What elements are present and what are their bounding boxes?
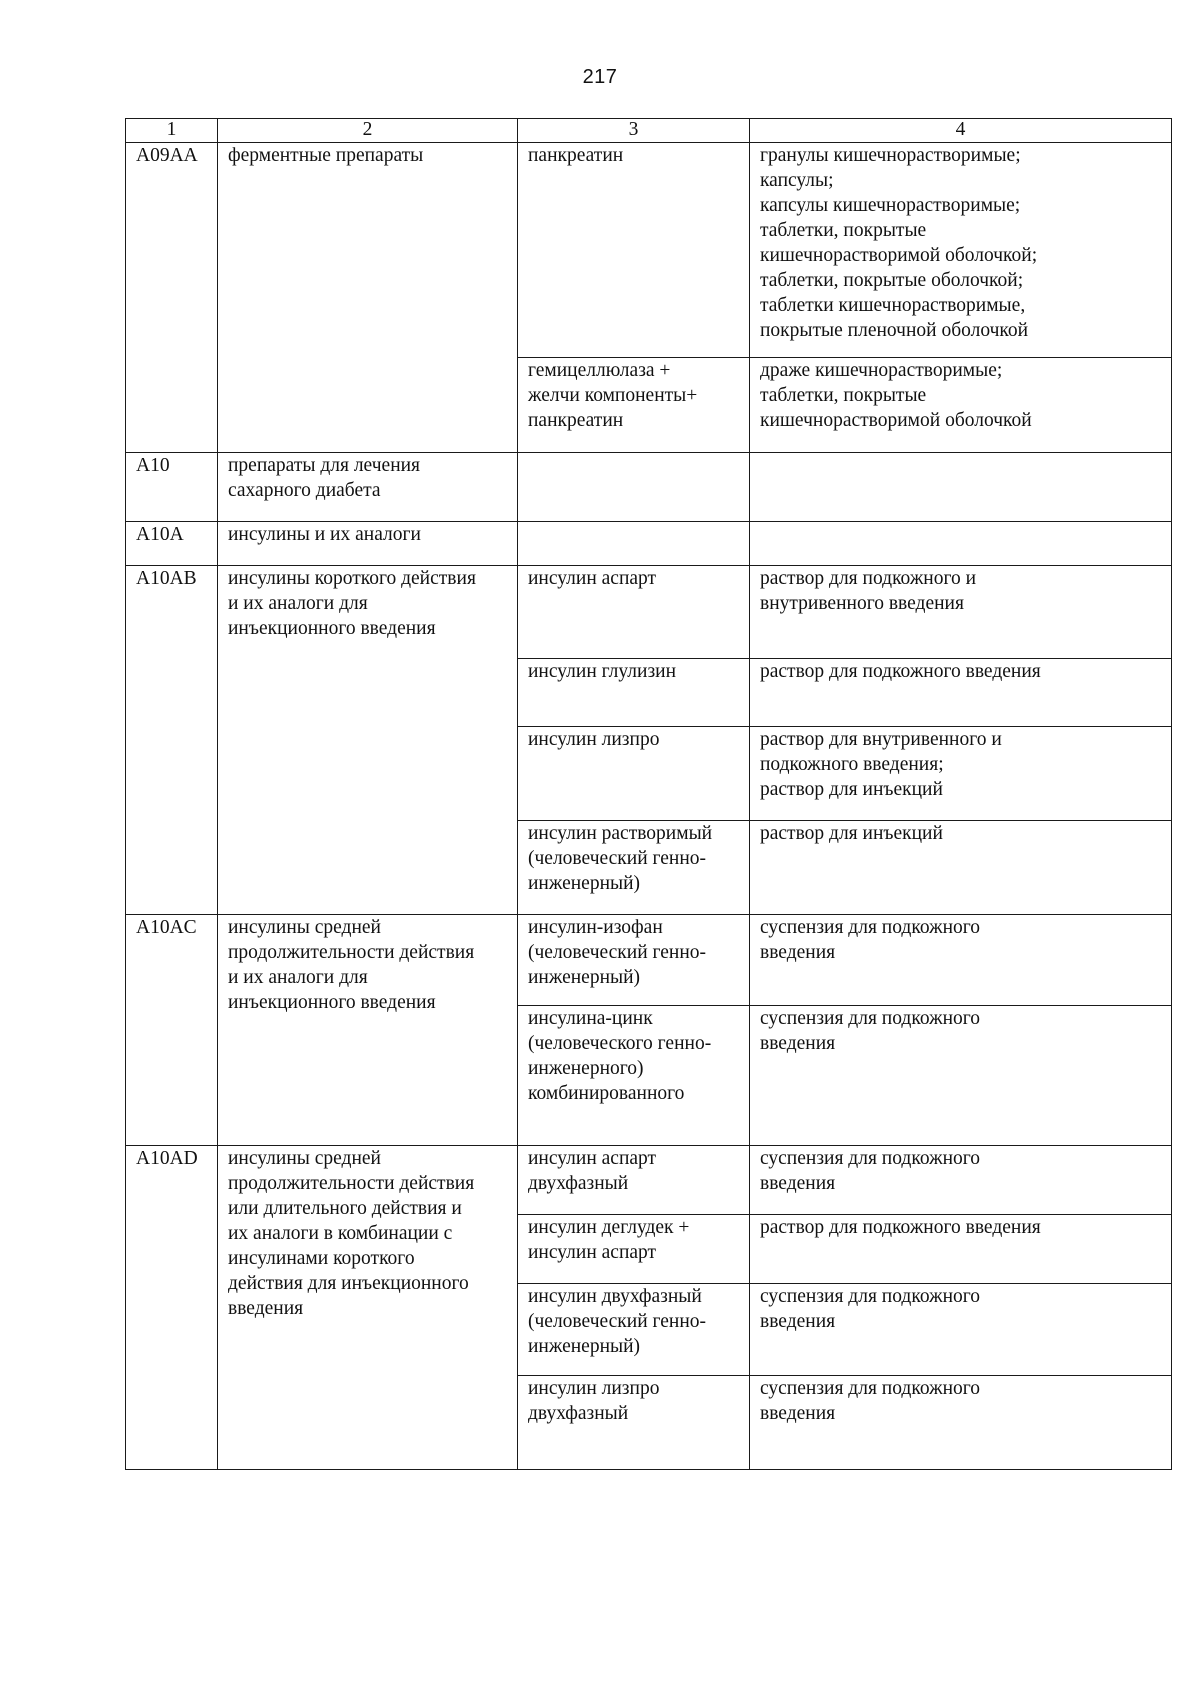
drug-name: инсулин-изофан (человеческий генно- инженерный) <box>518 915 750 1006</box>
atc-code: A10 <box>126 453 218 522</box>
dosage-forms <box>750 453 1172 522</box>
dosage-forms: суспензия для подкожного введения <box>750 915 1172 1006</box>
table-row <box>126 566 1172 659</box>
table-row <box>126 143 1172 358</box>
dosage-forms: суспензия для подкожного введения <box>750 1376 1172 1470</box>
dosage-forms: драже кишечнорастворимые; таблетки, покрытые кишечнорастворимой оболочкой <box>750 358 1172 453</box>
dosage-forms: раствор для подкожного введения <box>750 1215 1172 1284</box>
drug-name <box>518 522 750 566</box>
group-name: препараты для лечения сахарного диабета <box>218 453 518 522</box>
group-name: инсулины средней продолжительности действия или длительного действия и их аналоги в комбинации с инсулинами короткого действия для инъекционного введения <box>218 1146 518 1470</box>
group-name: инсулины короткого действия и их аналоги для инъекционного введения <box>218 566 518 915</box>
table-row <box>126 453 1172 522</box>
drug-name: инсулин двухфазный (человеческий генно- инженерный) <box>518 1284 750 1376</box>
table-row <box>126 915 1172 1006</box>
column-number-2: 2 <box>218 119 518 143</box>
dosage-forms: раствор для внутривенного и подкожного введения; раствор для инъекций <box>750 727 1172 821</box>
group-name: инсулины и их аналоги <box>218 522 518 566</box>
dosage-forms <box>750 522 1172 566</box>
drug-name: инсулин глулизин <box>518 659 750 727</box>
dosage-forms: раствор для подкожного введения <box>750 659 1172 727</box>
drug-name: инсулин аспарт двухфазный <box>518 1146 750 1215</box>
drug-table <box>125 118 1172 1470</box>
drug-name: панкреатин <box>518 143 750 358</box>
table-row <box>126 1146 1172 1215</box>
dosage-forms: раствор для подкожного и внутривенного введения <box>750 566 1172 659</box>
dosage-forms: раствор для инъекций <box>750 821 1172 915</box>
dosage-forms: суспензия для подкожного введения <box>750 1006 1172 1146</box>
group-name: инсулины средней продолжительности действия и их аналоги для инъекционного введения <box>218 915 518 1146</box>
drug-name: инсулин растворимый (человеческий генно- инженерный) <box>518 821 750 915</box>
atc-code: A10AC <box>126 915 218 1146</box>
column-number-1: 1 <box>126 119 218 143</box>
drug-name: инсулин лизпро двухфазный <box>518 1376 750 1470</box>
table-row <box>126 522 1172 566</box>
drug-name: инсулин лизпро <box>518 727 750 821</box>
drug-name: инсулин деглудек + инсулин аспарт <box>518 1215 750 1284</box>
dosage-forms: гранулы кишечнорастворимые; капсулы; капсулы кишечнорастворимые; таблетки, покрытые кишечнорастворимой оболочкой; таблетки, покрытые оболочкой; таблетки кишечнорастворимые, покрытые пленочной оболочкой <box>750 143 1172 358</box>
group-name: ферментные препараты <box>218 143 518 453</box>
atc-code: A09AA <box>126 143 218 453</box>
atc-code: A10AB <box>126 566 218 915</box>
drug-name: гемицеллюлаза + желчи компоненты+ панкреатин <box>518 358 750 453</box>
drug-name: инсулин аспарт <box>518 566 750 659</box>
atc-code: A10AD <box>126 1146 218 1470</box>
drug-name: инсулина-цинк (человеческого генно- инженерного) комбинированного <box>518 1006 750 1146</box>
dosage-forms: суспензия для подкожного введения <box>750 1146 1172 1215</box>
column-number-row <box>126 119 1172 143</box>
column-number-3: 3 <box>518 119 750 143</box>
dosage-forms: суспензия для подкожного введения <box>750 1284 1172 1376</box>
page-number: 217 <box>582 66 618 88</box>
atc-code: A10A <box>126 522 218 566</box>
column-number-4: 4 <box>750 119 1172 143</box>
drug-name <box>518 453 750 522</box>
